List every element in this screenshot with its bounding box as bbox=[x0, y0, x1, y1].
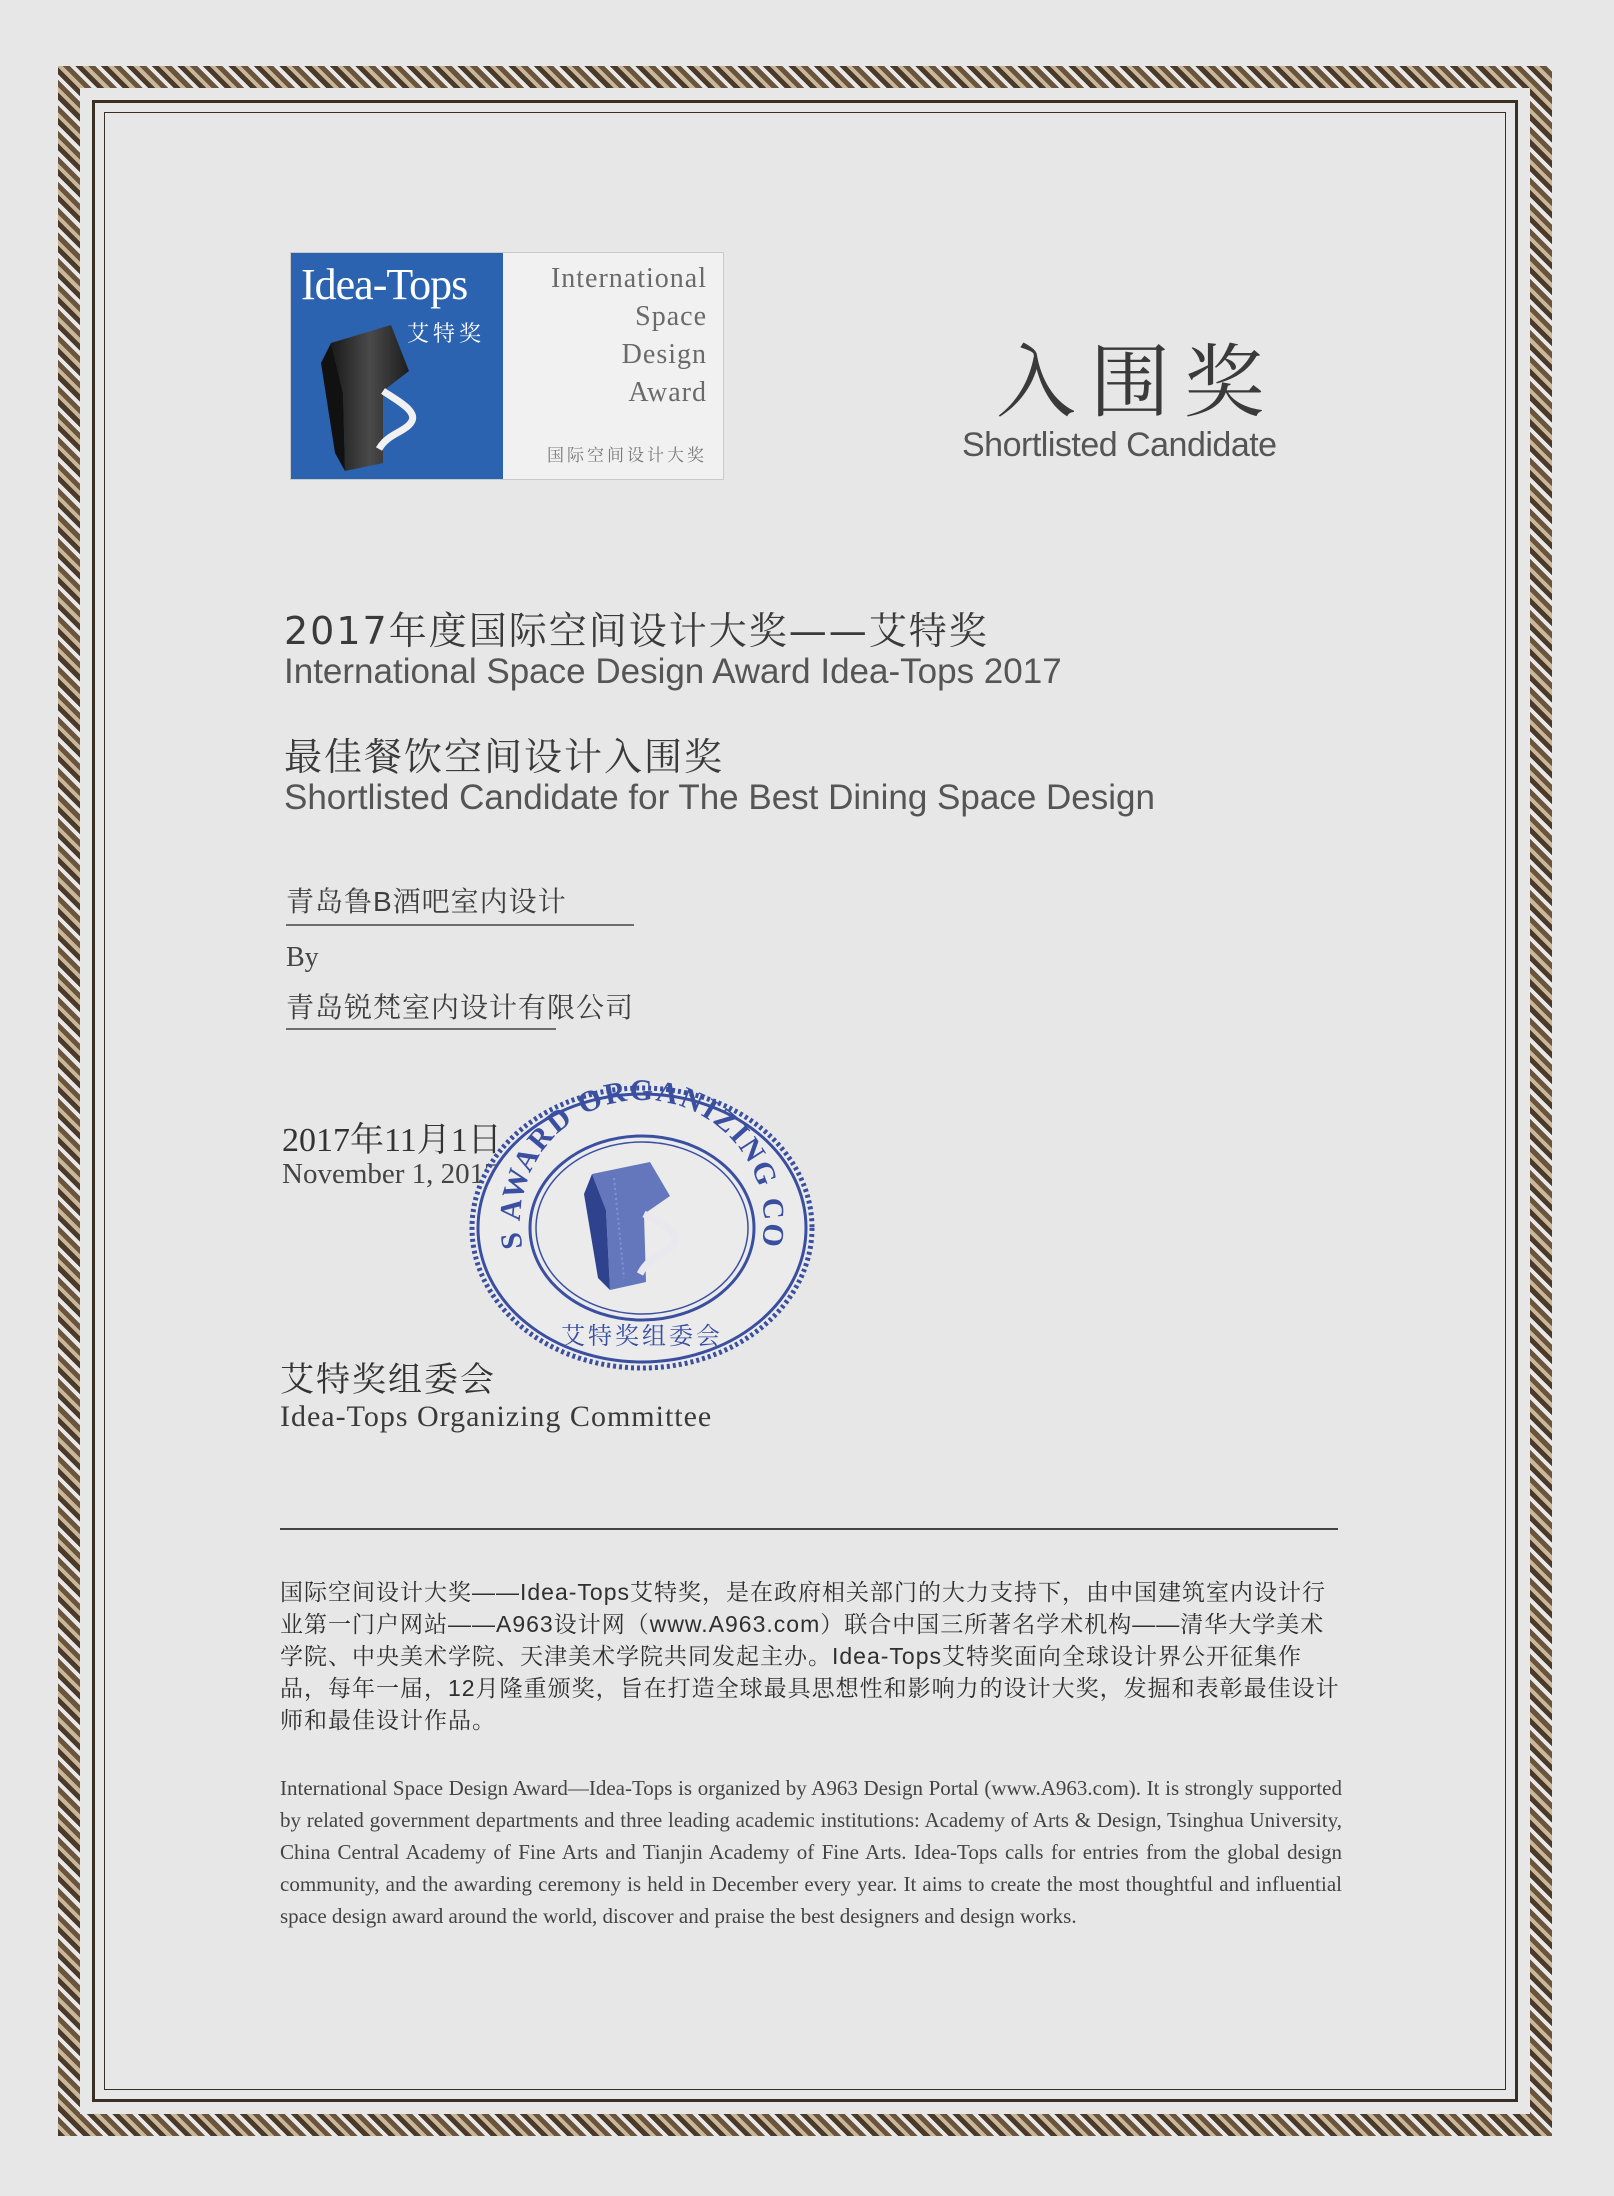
logo-line-2: Space bbox=[635, 301, 707, 332]
logo-sub-cn: 国际空间设计大奖 bbox=[547, 446, 707, 465]
by-label: By bbox=[286, 942, 319, 973]
logo-brand-text: Idea-Tops bbox=[301, 260, 468, 309]
footer-description-cn: 国际空间设计大奖——Idea-Tops艾特奖，是在政府相关部门的大力支持下，由中国建筑室内设计行业第一门户网站——A963设计网（www.A963.com）联合中国三所著名学术机构——清华大学美术学院、中央美术学院、天津美术学院共同发起主办。Idea-Tops艾特奖面向全球设计界公开征集作品，每年一届，12月隆重颁奖，旨在打造全球最具思想性和影响力的设计大奖，发掘和表彰最佳设计师和最佳设计作品。 bbox=[280, 1579, 1340, 1733]
committee-seal bbox=[464, 1078, 820, 1378]
seal-stamp-icon bbox=[464, 1078, 820, 1378]
award-title-cn: 入围奖 bbox=[996, 336, 1278, 429]
committee-name-cn: 艾特奖组委会 bbox=[280, 1360, 496, 1400]
competition-title-cn: 2017年度国际空间设计大奖——艾特奖 bbox=[284, 609, 989, 653]
designer-underline bbox=[286, 1028, 556, 1030]
logo-blue-panel bbox=[291, 253, 503, 479]
date-en: November 1, 2017 bbox=[282, 1158, 499, 1190]
logo-brand-cn: 艾特奖 bbox=[407, 321, 486, 346]
idea-tops-logo bbox=[290, 252, 724, 480]
footer-description-en: International Space Design Award—Idea-Tops is organized by A963 Design Portal (www.A963.com). It is strongly supported by related government departments and three leading academic institutions: Academy of Arts & Design, Tsinghua University, China Central Academy of Fine Arts and Tianjin Academy of Fine Arts. Idea-Tops calls for entries from the global design community, and the awarding ceremony is held in December every year. It aims to create the most thoughtful and influential space design award around the world, discover and praise the best designers and design works. bbox=[280, 1776, 1342, 1928]
svg-text:IDEA-TOPS AWARD ORGANIZING COM: S AWARD ORGANIZING CO bbox=[493, 1078, 791, 1252]
footer-divider bbox=[280, 1528, 1338, 1530]
logo-line-4: Award bbox=[628, 377, 707, 408]
category-title-cn: 最佳餐饮空间设计入围奖 bbox=[284, 735, 725, 779]
seal-inner-cn: 艾特奖组委会 bbox=[561, 1322, 723, 1350]
logo-line-3: Design bbox=[621, 339, 707, 370]
trophy-icon bbox=[291, 253, 503, 479]
project-name: 青岛鲁B酒吧室内设计 bbox=[286, 886, 567, 917]
project-name-underline bbox=[286, 924, 634, 926]
designer-name: 青岛锐梵室内设计有限公司 bbox=[286, 992, 635, 1023]
date-cn: 2017年11月1日 bbox=[282, 1122, 502, 1159]
logo-line-1: International bbox=[550, 263, 707, 294]
logo-text-panel bbox=[503, 253, 723, 479]
award-title-en: Shortlisted Candidate bbox=[962, 426, 1277, 464]
competition-title-en: International Space Design Award Idea-Tops 2017 bbox=[284, 652, 1062, 691]
committee-name-en: Idea-Tops Organizing Committee bbox=[280, 1400, 713, 1433]
category-title-en: Shortlisted Candidate for The Best Dining Space Design bbox=[284, 778, 1155, 817]
